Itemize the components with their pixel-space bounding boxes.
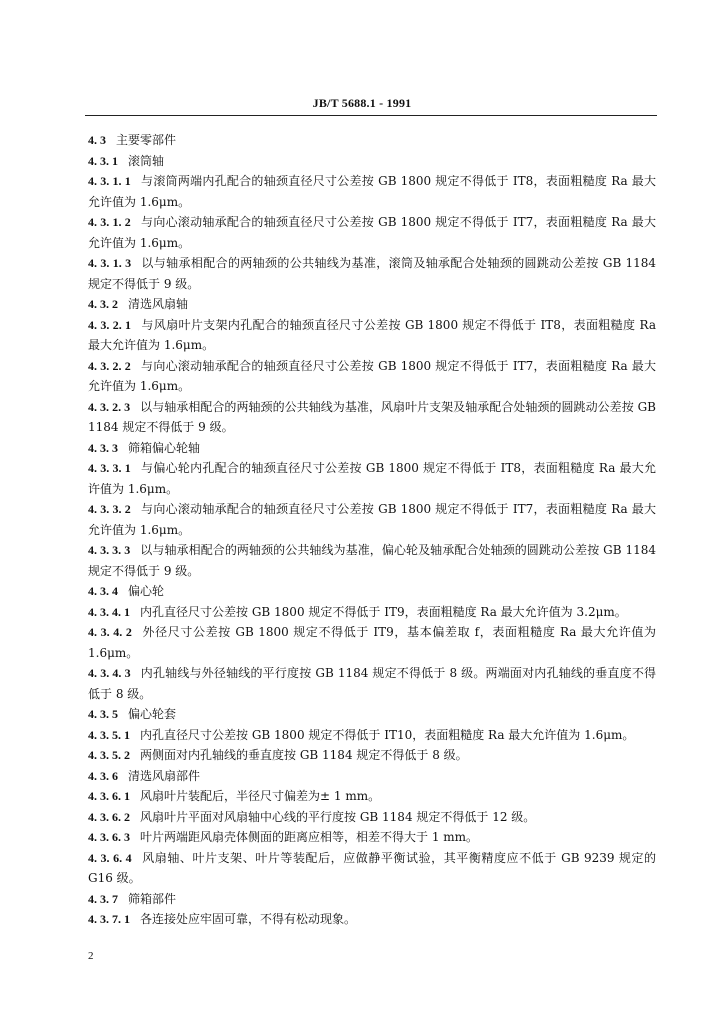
clause-number: 4. 3. 6. 1	[88, 789, 130, 803]
clause-text: 两侧面对内孔轴线的垂直度按 GB 1184 规定不得低于 8 级。	[140, 748, 468, 762]
heading-text: 偏心轮	[128, 584, 165, 598]
clause-text: 内孔轴线与外径轴线的平行度按 GB 1184 规定不得低于 8 级。两端面对内孔轴线的垂直度不得低于 8 级。	[88, 666, 657, 701]
clause-number: 4. 3. 6	[88, 768, 118, 783]
clause-text: 以与轴承相配合的两轴颈的公共轴线为基准，风扇叶片支架及轴承配合处轴颈的圆跳动公差按 GB 1184 规定不得低于 9 级。	[88, 399, 656, 434]
clause-number: 4. 3. 2. 1	[88, 317, 132, 332]
document-body	[88, 130, 656, 930]
clause-item	[88, 253, 656, 294]
clause-item	[88, 848, 656, 889]
clause-text: 风扇叶片平面对风扇轴中心线的平行度按 GB 1184 规定不得低于 12 级。	[140, 809, 536, 824]
section-heading	[88, 294, 656, 315]
clause-item	[88, 663, 656, 704]
clause-item	[88, 909, 656, 930]
clause-number: 4. 3. 5	[88, 707, 118, 721]
clause-number: 4. 3. 4. 2	[88, 625, 132, 639]
heading-text: 主要零部件	[116, 133, 177, 147]
clause-item	[88, 315, 656, 356]
clause-item	[88, 499, 656, 540]
clause-text: 以与轴承相配合的两轴颈的公共轴线为基准，偏心轮及轴承配合处轴颈的圆跳动公差按 GB 1184 规定不得低于 9 级。	[88, 543, 656, 578]
clause-item	[88, 458, 656, 499]
clause-number: 4. 3. 6. 3	[88, 830, 130, 844]
section-heading	[88, 889, 656, 910]
clause-number: 4. 3. 2. 3	[88, 399, 131, 414]
clause-number: 4. 3. 4. 1	[88, 604, 130, 619]
clause-text: 与滚筒两端内孔配合的轴颈直径尺寸公差按 GB 1800 规定不得低于 IT8，表面粗糙度 Ra 最大允许值为 1.6μm。	[88, 174, 656, 209]
section-heading	[88, 581, 656, 602]
heading-text: 清选风扇轴	[128, 297, 189, 311]
clause-item	[88, 622, 656, 663]
clause-item	[88, 807, 656, 828]
clause-text: 与向心滚动轴承配合的轴颈直径尺寸公差按 GB 1800 规定不得低于 IT7，表面粗糙度 Ra 最大允许值为 1.6μm。	[88, 502, 656, 537]
clause-number: 4. 3. 6. 2	[88, 809, 130, 824]
heading-text: 清选风扇部件	[128, 768, 201, 783]
clause-number: 4. 3. 3. 1	[88, 461, 131, 475]
heading-text: 偏心轮套	[128, 707, 177, 721]
clause-item	[88, 786, 656, 807]
clause-number: 4. 3. 5. 2	[88, 748, 130, 762]
clause-item	[88, 397, 656, 438]
clause-number: 4. 3. 7. 1	[88, 912, 130, 926]
heading-text: 筛箱部件	[128, 891, 177, 906]
clause-text: 与向心滚动轴承配合的轴颈直径尺寸公差按 GB 1800 规定不得低于 IT7，表面粗糙度 Ra 最大允许值为 1.6μm。	[88, 215, 656, 250]
clause-number: 4. 3. 4	[88, 584, 118, 598]
clause-number: 4. 3. 2. 2	[88, 358, 131, 373]
clause-text: 与向心滚动轴承配合的轴颈直径尺寸公差按 GB 1800 规定不得低于 IT7，表面粗糙度 Ra 最大允许值为 1.6μm。	[88, 358, 656, 393]
section-heading	[88, 151, 656, 172]
clause-item	[88, 540, 656, 581]
clause-text: 风扇叶片装配后，半径尺寸偏差为± 1 mm。	[140, 789, 381, 803]
clause-number: 4. 3. 1. 3	[88, 256, 132, 270]
clause-text: 各连接处应牢固可靠，不得有松动现象。	[140, 912, 357, 926]
clause-text: 与偏心轮内孔配合的轴颈直径尺寸公差按 GB 1800 规定不得低于 IT8，表面粗糙度 Ra 最大允许值为 1.6μm。	[88, 461, 656, 496]
clause-number: 4. 3. 1	[88, 153, 118, 168]
clause-number: 4. 3	[88, 133, 106, 147]
page-header-standard-code: JB/T 5688.1 - 1991	[312, 96, 412, 110]
clause-item	[88, 171, 656, 212]
clause-item	[88, 602, 656, 623]
clause-item	[88, 356, 656, 397]
clause-item	[88, 212, 656, 253]
clause-text: 与风扇叶片支架内孔配合的轴颈直径尺寸公差按 GB 1800 规定不得低于 IT8，表面粗糙度 Ra 最大允许值为 1.6μm。	[88, 317, 656, 352]
clause-number: 4. 3. 5. 1	[88, 727, 130, 742]
clause-text: 内孔直径尺寸公差按 GB 1800 规定不得低于 IT10，表面粗糙度 Ra 最大允许值为 1.6μm。	[140, 727, 635, 742]
clause-number: 4. 3. 1. 2	[88, 215, 131, 229]
section-heading	[88, 704, 656, 725]
clause-number: 4. 3. 6. 4	[88, 850, 132, 865]
clause-number: 4. 3. 1. 1	[88, 174, 131, 188]
clause-item	[88, 745, 656, 766]
clause-number: 4. 3. 7	[88, 891, 118, 906]
clause-text: 内孔直径尺寸公差按 GB 1800 规定不得低于 IT9，表面粗糙度 Ra 最大允许值为 3.2μm。	[140, 604, 627, 619]
clause-text: 风扇轴、叶片支架、叶片等装配后，应做静平衡试验，其平衡精度应不低于 GB 9239 规定的 G16 级。	[88, 850, 657, 885]
clause-number: 4. 3. 4. 3	[88, 666, 131, 680]
clause-text: 以与轴承相配合的两轴颈的公共轴线为基准，滚筒及轴承配合处轴颈的圆跳动公差按 GB 1184 规定不得低于 9 级。	[88, 256, 656, 291]
section-heading	[88, 130, 656, 151]
section-heading	[88, 766, 656, 787]
heading-text: 滚筒轴	[128, 153, 165, 168]
clause-text: 外径尺寸公差按 GB 1800 规定不得低于 IT9，基本偏差取 f，表面粗糙度 Ra 最大允许值为 1.6μm。	[88, 625, 656, 660]
clause-number: 4. 3. 3	[88, 440, 118, 455]
header-divider	[85, 115, 657, 116]
clause-number: 4. 3. 3. 3	[88, 543, 131, 557]
section-heading	[88, 438, 656, 459]
heading-text: 筛箱偏心轮轴	[128, 440, 201, 455]
page-number: 2	[88, 950, 94, 962]
clause-number: 4. 3. 3. 2	[88, 502, 131, 516]
clause-item	[88, 725, 656, 746]
clause-number: 4. 3. 2	[88, 297, 118, 311]
clause-item	[88, 827, 656, 848]
clause-text: 叶片两端距风扇壳体侧面的距离应相等，相差不得大于 1 mm。	[140, 830, 479, 844]
